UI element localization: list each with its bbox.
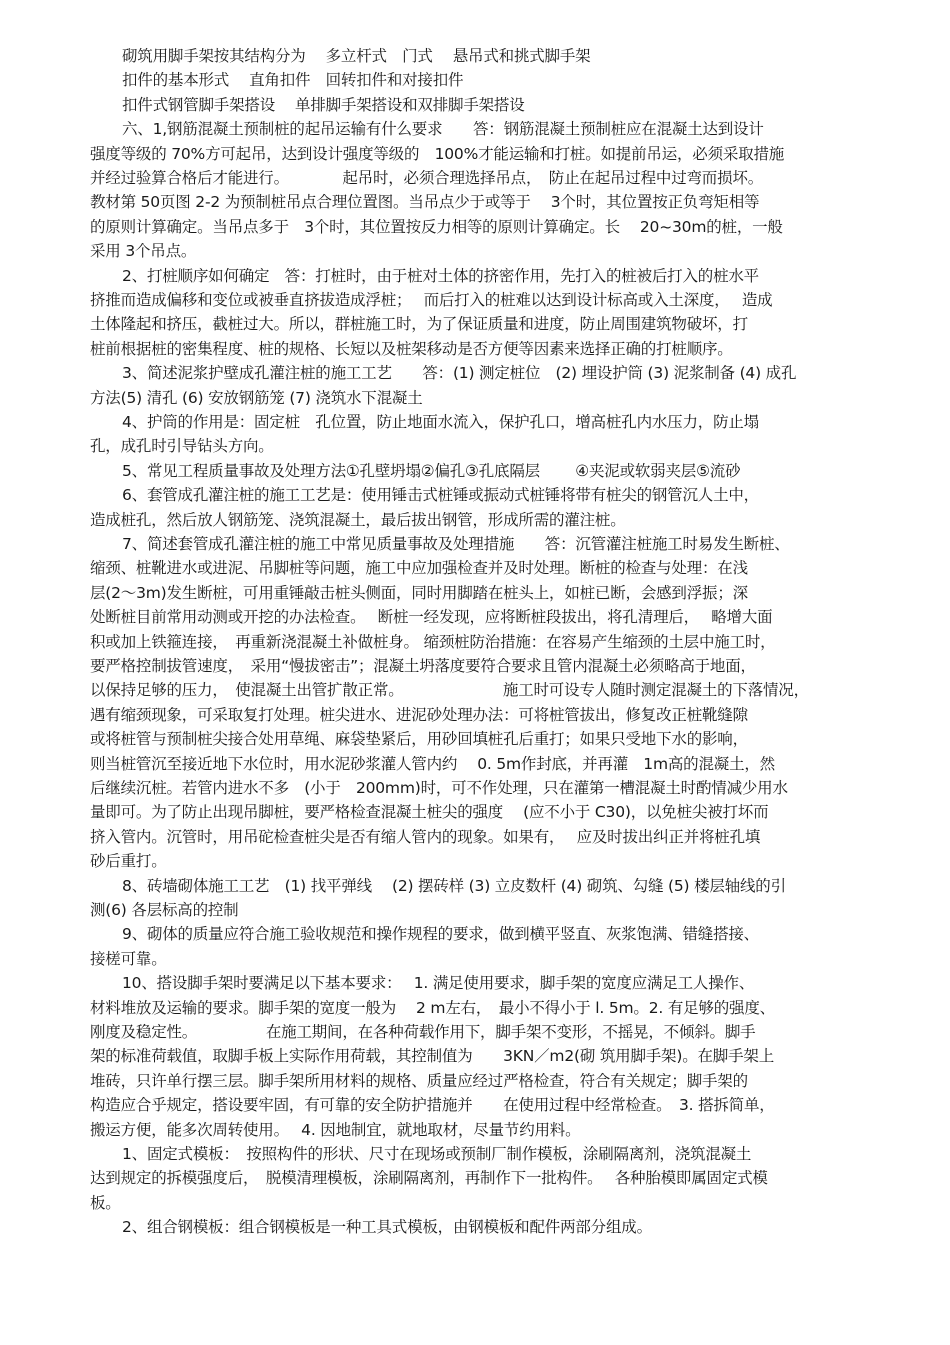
text-line: 砌筑用脚手架按其结构分为 多立杆式 门式 悬吊式和挑式脚手架 — [122, 47, 591, 65]
text-line: 强度等级的 70%方可起吊，达到设计强度等级的 100%才能运输和打桩。如提前吊运，必须采取措施 — [90, 144, 785, 163]
text-line: 9、砌体的质量应符合施工验收规范和操作规程的要求，做到横平竖直、灰浆饱满、错缝搭接、 — [122, 925, 759, 944]
text-line: 扣件式钢管脚手架搭设 单排脚手架搭设和双排脚手架搭设 — [122, 95, 525, 114]
text-line: 挤入管内。沉管时，用吊砣检查桩尖是否有缩人管内的现象。如果有， 应及时拔出纠正并将桩孔填 — [90, 827, 761, 846]
text-line: 桩前根据桩的密集程度、桩的规格、长短以及桩架移动是否方便等因素来选择正确的打桩顺序。 — [90, 339, 733, 358]
text-line: 8、砖墙砌体施工工艺 (1) 找平弹线 (2) 摆砖样 (3) 立皮数杆 (4) 砌筑、勾缝 (5) 楼层轴线的引 — [122, 876, 786, 895]
text-line: 构造应合乎规定，搭设要牢固，有可靠的安全防护措施并 在使用过程中经常检查。 3. 搭拆简单， — [90, 1096, 775, 1115]
text-line: 土体隆起和挤压，截桩过大。所以，群桩施工时，为了保证质量和进度，防止周围建筑物破坏，打 — [90, 315, 748, 334]
text-line: 5、常见工程质量事故及处理方法①孔壁坍塌②偏孔③孔底隔层 ④夹泥或软弱夹层⑤流砂 — [122, 461, 741, 480]
text-line: 或将桩管与预制桩尖接合处用草绳、麻袋垫紧后，用砂回填桩孔后重打；如果只受地下水的影响， — [90, 730, 748, 749]
text-line: 造成桩孔，然后放人钢筋笼、浇筑混凝土，最后拔出钢管，形成所需的灌注桩。 — [90, 510, 626, 529]
text-line: 的原则计算确定。当吊点多于 3个时，其位置按反力相等的原则计算确定。长 20~30m的桩，一般 — [90, 217, 783, 236]
text-line: 采用 3个吊点。 — [90, 242, 197, 261]
text-line: 10、搭设脚手架时要满足以下基本要求： 1. 满足使用要求，脚手架的宽度应满足工人操作、 — [122, 974, 755, 993]
text-line: 搬运方便，能多次周转使用。 4. 因地制宜，就地取材，尽量节约用料。 — [90, 1120, 581, 1139]
text-line: 架的标准荷载值，取脚手板上实际作用荷载，其控制值为 3KN／m2(砌 筑用脚手架)。在脚手架上 — [90, 1047, 775, 1066]
text-line: 遇有缩颈现象，可采取复打处理。桩尖进水、进泥砂处理办法：可将桩管拔出，修复改正桩靴缝隙 — [90, 705, 748, 724]
text-line: 并经过验算合格后才能进行。 起吊时，必须合理选择吊点， 防止在起吊过程中过弯而损坏。 — [90, 169, 764, 187]
text-line: 4、护筒的作用是：固定桩 孔位置，防止地面水流入，保护孔口，增高桩孔内水压力，防止塌 — [122, 413, 759, 431]
text-line: 1、固定式模板： 按照构件的形状、尺寸在现场或预制厂制作模板，涂刷隔离剂，浇筑混凝土 — [122, 1145, 752, 1163]
text-line: 板。 — [90, 1193, 121, 1212]
text-line: 教材第 50页图 2-2 为预制桩吊点合理位置图。当吊点少于或等于 3个时，其位置按正负弯矩相等 — [90, 193, 760, 212]
text-line: 缩颈、桩靴进水或进泥、吊脚桩等问题，施工中应加强检查并及时处理。断桩的检查与处理：在浅 — [90, 559, 748, 578]
text-line: 孔，成孔时引导钻头方向。 — [90, 437, 274, 456]
text-line: 2、组合钢模板：组合钢模板是一种工具式模板，由钢模板和配件两部分组成。 — [122, 1218, 652, 1237]
text-line: 后继续沉桩。若管内进水不多 (小于 200mm)时，可不作处理，只在灌第一槽混凝土时酌情减少用水 — [90, 779, 788, 797]
text-line: 量即可。为了防止出现吊脚桩，要严格检查混凝土桩尖的强度 (应不小于 C30)，以免桩尖被打坏而 — [90, 803, 769, 822]
text-line: 处断桩目前常用动测或开挖的办法检查。 断桩一经发现，应将断桩段拔出，将孔清理后， 略增大面 — [90, 608, 773, 627]
text-line: 方法(5) 清孔 (6) 安放钢筋笼 (7) 浇筑水下混凝土 — [90, 388, 423, 407]
text-line: 挤推而造成偏移和变位或被垂直挤拔造成浮桩； 而后打入的桩难以达到设计标高或入土深度， 造成 — [90, 291, 773, 309]
text-line: 砂后重打。 — [90, 852, 167, 871]
text-line: 则当桩管沉至接近地下水位时，用水泥砂浆灌人管内约 0. 5m作封底，并再灌 1m高的混凝土，然 — [90, 754, 775, 773]
text-line: 测(6) 各层标高的控制 — [90, 901, 239, 919]
text-line: 以保持足够的压力， 使混凝土出管扩散正常。 施工时可设专人随时测定混凝土的下落情况， — [90, 681, 809, 700]
text-line: 层(2～3m)发生断桩，可用重锤敲击桩头侧面，同时用脚踏在桩头上，如桩已断，会感到浮振；深 — [90, 583, 748, 602]
text-line: 刚度及稳定性。 在施工期间，在各种荷载作用下，脚手架不变形，不摇晃，不倾斜。脚手 — [90, 1023, 756, 1041]
text-line: 扣件的基本形式 直角扣件 回转扣件和对接扣件 — [122, 71, 464, 90]
text-line: 材料堆放及运输的要求。脚手架的宽度一般为 2 m左右， 最小不得小于 l. 5m。2. 有足够的强度、 — [90, 998, 775, 1017]
text-line: 7、简述套管成孔灌注桩的施工中常见质量事故及处理措施 答：沉管灌注桩施工时易发生断桩、 — [122, 535, 790, 553]
text-line: 接槎可靠。 — [90, 949, 167, 968]
text-line: 3、简述泥浆护壁成孔灌注桩的施工工艺 答：(1) 测定桩位 (2) 埋设护筒 (3) 泥浆制备 (4) 成孔 — [122, 364, 797, 383]
text-line: 堆砖，只许单行摆三层。脚手架所用材料的规格、质量应经过严格检查，符合有关规定；脚手架的 — [90, 1071, 748, 1090]
text-line: 要严格控制拔管速度， 采用“慢拔密击”；混凝土坍落度要符合要求且管内混凝土必须略高于地面， — [90, 657, 756, 675]
text-line: 六、1,钢筋混凝土预制桩的起吊运输有什么要求 答：钢筋混凝土预制桩应在混凝土达到设计 — [122, 120, 764, 139]
text-line: 2、打桩顺序如何确定 答：打桩时，由于桩对土体的挤密作用，先打入的桩被后打入的桩水平 — [122, 266, 759, 285]
text-line: 6、套管成孔灌注桩的施工工艺是：使用锤击式桩锤或振动式桩锤将带有桩尖的钢管沉人土中， — [122, 486, 759, 505]
text-line: 积或加上铁箍连接， 再重新浇混凝土补做桩身。 缩颈桩防治措施：在容易产生缩颈的土层中施工时， — [90, 632, 776, 651]
text-line: 达到规定的拆模强度后， 脱模清理模板，涂刷隔离剂，再制作下一批构件。 各种胎模即属固定式模 — [90, 1169, 768, 1188]
